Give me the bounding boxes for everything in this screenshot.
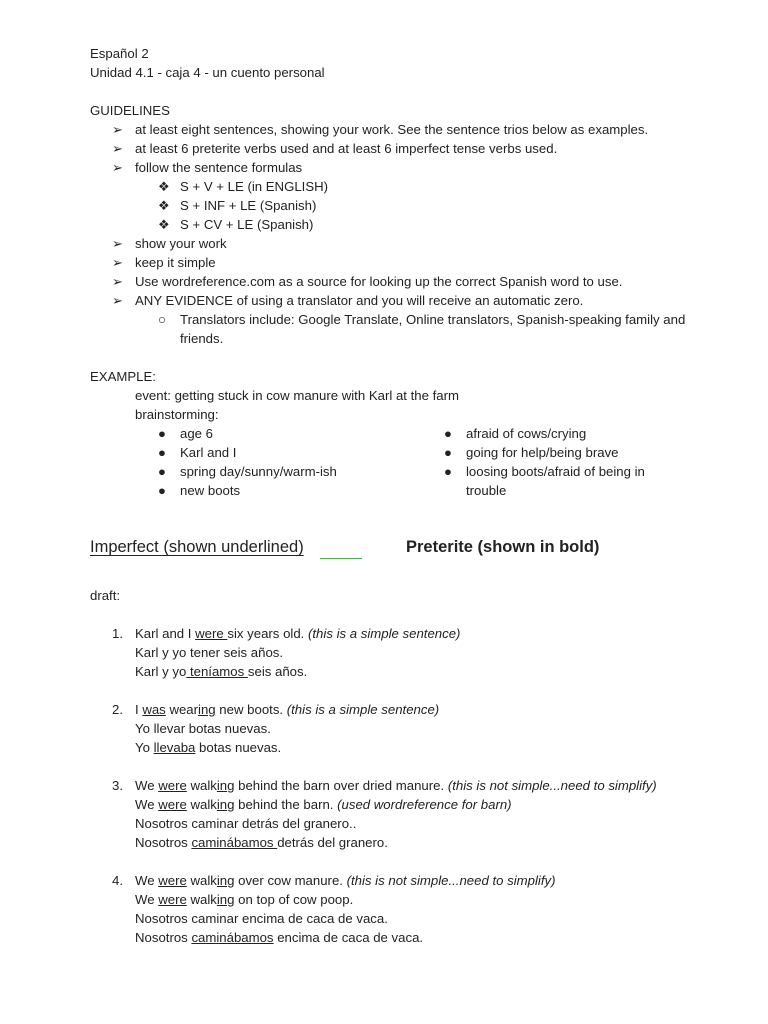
list-number: 2.	[112, 702, 123, 717]
circle-bullet-icon: ○	[158, 312, 166, 327]
simplified-english-sentence: We were walking on top of cow poop.	[135, 892, 354, 907]
infinitive-sentence: Karl y yo tener seis años.	[135, 645, 284, 660]
course-title: Español 2	[90, 46, 149, 61]
arrow-bullet-icon: ➢	[112, 141, 124, 156]
conjugated-sentence: Karl y yo teníamos seis años.	[135, 664, 308, 679]
brainstorm-item: ● new boots	[158, 483, 241, 498]
diamond-bullet-icon: ❖	[158, 217, 170, 232]
brainstorm-item: ● loosing boots/afraid of being in trouble	[444, 464, 645, 498]
dot-bullet-icon: ●	[444, 445, 452, 460]
sentence-trio-3	[90, 776, 730, 852]
guideline-item: ➢ Use wordreference.com as a source for looking up the correct Spanish word to use.	[112, 274, 623, 289]
brainstorm-item: ● afraid of cows/crying	[444, 426, 587, 441]
english-sentence: We were walking over cow manure. (this is not simple...need to simplify)	[135, 873, 556, 888]
list-number: 1.	[112, 626, 123, 641]
brainstorm-lists	[90, 424, 730, 500]
guidelines-heading: GUIDELINES	[90, 103, 170, 118]
conjugated-sentence: Nosotros caminábamos encima de caca de vaca.	[135, 930, 424, 945]
diamond-bullet-icon: ❖	[158, 198, 170, 213]
sentence-trio-2	[90, 700, 730, 757]
formula-item: ❖ S + INF + LE (Spanish)	[158, 198, 317, 213]
brainstorm-item: ● age 6	[158, 426, 214, 441]
tense-legend	[90, 538, 730, 568]
conjugated-sentence: Nosotros caminábamos detrás del granero.	[135, 835, 388, 850]
formula-item: ❖ S + CV + LE (Spanish)	[158, 217, 314, 232]
dot-bullet-icon: ●	[158, 426, 166, 441]
arrow-bullet-icon: ➢	[112, 236, 124, 251]
arrow-bullet-icon: ➢	[112, 293, 124, 308]
example-heading: EXAMPLE:	[90, 369, 156, 384]
arrow-bullet-icon: ➢	[112, 274, 124, 289]
list-number: 4.	[112, 873, 123, 888]
english-sentence: I was wearing new boots. (this is a simple sentence)	[135, 702, 440, 717]
translator-note: ○ Translators include: Google Translate, Online translators, Spanish-speaking family and friends.	[158, 312, 686, 346]
brainstorm-item: ● going for help/being brave	[444, 445, 619, 460]
conjugated-sentence: Yo llevaba botas nuevas.	[135, 740, 282, 755]
document-page	[90, 44, 730, 966]
brainstorm-left-list	[158, 424, 444, 500]
draft-label: draft:	[90, 588, 121, 603]
guideline-item: ➢ at least eight sentences, showing your work. See the sentence trios below as examples.	[112, 122, 649, 137]
green-underline-rule	[320, 558, 362, 559]
brainstorming-label: brainstorming:	[135, 407, 219, 422]
guideline-item: ➢ follow the sentence formulas	[112, 160, 303, 175]
infinitive-sentence: Nosotros caminar detrás del granero..	[135, 816, 357, 831]
brainstorm-item: ● Karl and I	[158, 445, 237, 460]
english-sentence: Karl and I were six years old. (this is a simple sentence)	[135, 626, 461, 641]
diamond-bullet-icon: ❖	[158, 179, 170, 194]
unit-title: Unidad 4.1 - caja 4 - un cuento personal	[90, 65, 325, 80]
brainstorm-item: ● spring day/sunny/warm-ish	[158, 464, 337, 479]
list-number: 3.	[112, 778, 123, 793]
imperfect-legend: Imperfect (shown underlined)	[90, 538, 304, 556]
guideline-item: ➢ ANY EVIDENCE of using a translator and you will receive an automatic zero.	[112, 293, 584, 308]
preterite-legend: Preterite (shown in bold)	[406, 538, 600, 556]
arrow-bullet-icon: ➢	[112, 160, 124, 175]
infinitive-sentence: Nosotros caminar encima de caca de vaca.	[135, 911, 388, 926]
formula-item: ❖ S + V + LE (in ENGLISH)	[158, 179, 329, 194]
infinitive-sentence: Yo llevar botas nuevas.	[135, 721, 271, 736]
dot-bullet-icon: ●	[158, 483, 166, 498]
guideline-item: ➢ at least 6 preterite verbs used and at least 6 imperfect tense verbs used.	[112, 141, 558, 156]
example-event: event: getting stuck in cow manure with Karl at the farm	[135, 388, 459, 403]
arrow-bullet-icon: ➢	[112, 255, 124, 270]
guideline-item: ➢ keep it simple	[112, 255, 216, 270]
sentence-trio-4	[90, 871, 730, 947]
dot-bullet-icon: ●	[444, 426, 452, 441]
draft-sentence-list	[90, 624, 730, 947]
sentence-trio-1	[90, 624, 730, 681]
arrow-bullet-icon: ➢	[112, 122, 124, 137]
simplified-english-sentence: We were walking behind the barn. (used wordreference for barn)	[135, 797, 512, 812]
dot-bullet-icon: ●	[158, 445, 166, 460]
brainstorm-right-list	[444, 424, 730, 500]
dot-bullet-icon: ●	[444, 464, 452, 479]
guideline-item: ➢ show your work	[112, 236, 227, 251]
english-sentence: We were walking behind the barn over dried manure. (this is not simple...need to simplify)	[135, 778, 657, 793]
dot-bullet-icon: ●	[158, 464, 166, 479]
